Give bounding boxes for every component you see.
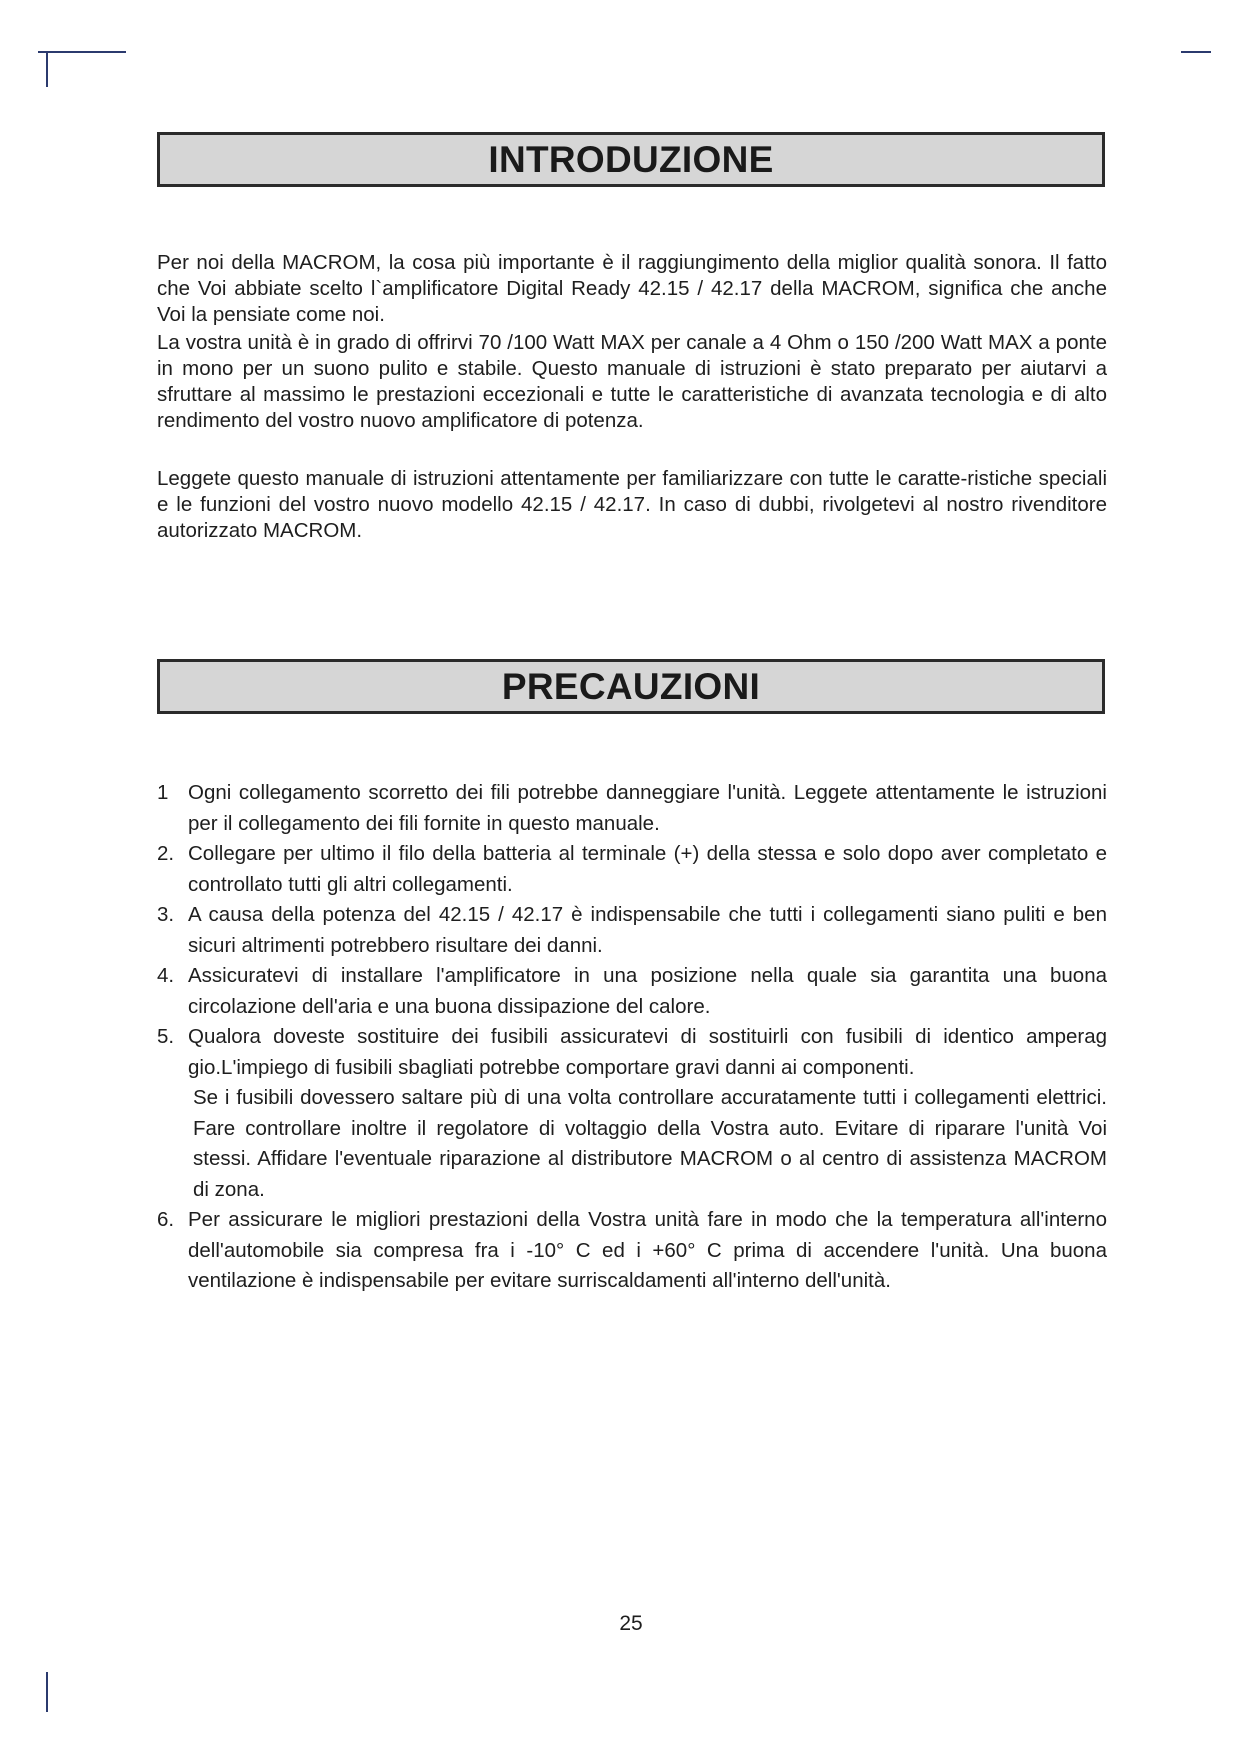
list-number: 4. [157,964,175,987]
precauzioni-heading [157,659,1105,714]
introduzione-heading-text: INTRODUZIONE [488,138,774,180]
list-item-text: Collegare per ultimo il filo della batteria al terminale (+) della stessa e solo dopo aver completato e controllato tutti gli altri collegamenti. [188,842,1107,896]
introduzione-heading [157,132,1105,187]
precauzione-item-5 [157,1022,1107,1083]
precauzione-item-1 [157,778,1107,839]
list-number: 5. [157,1025,175,1048]
intro-paragraph-1 [157,250,1107,328]
precauzione-item-6 [157,1205,1107,1297]
list-item-text: Assicuratevi di installare l'amplificatore in una posizione nella quale sia garantita una buona circolazione dell'aria e una buona dissipazione del calore. [188,964,1107,1018]
list-number: 2. [157,842,175,865]
crop-mark-bottom-left [46,1672,48,1712]
precauzione-item-3 [157,900,1107,961]
intro-paragraph-3 [157,466,1107,544]
intro-paragraph-2-text: La vostra unità è in grado di offrirvi 70 /100 Watt MAX per canale a 4 Ohm o 150 /200 Watt MAX a ponte in mono per un suono pulito e stabile. Questo manuale di istruzioni è stato preparato per aiutarvi a sfruttare al massimo le prestazioni eccezionali e tutte le caratteristiche di avanzata tecnologia e di alto rendimento del vostro nuovo amplificatore di potenza. [157,331,1107,432]
list-item-text: Qualora doveste sostituire dei fusibili assicuratevi di sostituirli con fusibili di identico amperag gio.L'impiego di fusibili sbagliati potrebbe comportare gravi danni ai componenti. [188,1025,1107,1079]
list-number: 1 [157,781,169,804]
intro-paragraph-3-text: Leggete questo manuale di istruzioni attentamente per familiarizzare con tutte le caratte-ristiche speciali e le funzioni del vostro nuovo modello 42.15 / 42.17. In caso di dubbi, rivolgetevi al nostro rivenditore autorizzato MACROM. [157,467,1107,542]
list-item-text: Ogni collegamento scorretto dei fili potrebbe danneggiare l'unità. Leggete attentamente le istruzioni per il collegamento dei fili fornite in questo manuale. [188,781,1107,835]
intro-paragraph-1-text: Per noi della MACROM, la cosa più importante è il raggiungimento della miglior qualità sonora. Il fatto che Voi abbiate scelto l`amplificatore Digital Ready 42.15 / 42.17 della MACROM, significa che anche Voi la pensiate come noi. [157,251,1107,326]
precauzione-item-5-extra: Se i fusibili dovessero saltare più di una volta controllare accuratamente tutti i collegamenti elettrici. Fare controllare inoltre il regolatore di voltaggio della Vostra auto. Evitare di riparare l'unità Voi stessi. Affidare l'eventuale riparazione al distributore MACROM o al centro di assistenza MACROM di zona. [193,1086,1107,1201]
list-item-text: Per assicurare le migliori prestazioni della Vostra unità fare in modo che la temperatura all'interno dell'automobile sia compresa fra i -10° C ed i +60° C prima di accendere l'unità. Una buona ventilazione è indispensabile per evitare surriscaldamenti all'interno dell'unità. [188,1208,1107,1292]
precauzioni-list [157,778,1107,1297]
list-number: 6. [157,1208,175,1231]
crop-mark-top-right [1181,51,1211,53]
intro-paragraph-2 [157,330,1107,434]
page-number: 25 [619,1612,643,1635]
crop-mark-top-left-vertical [46,51,48,87]
precauzione-item-4 [157,961,1107,1022]
list-item-text: A causa della potenza del 42.15 / 42.17 è indispensabile che tutti i collegamenti siano puliti e ben sicuri altrimenti potrebbero risultare dei danni. [188,903,1107,957]
list-number: 3. [157,903,175,926]
crop-mark-top-left-horizontal [38,51,126,53]
precauzioni-heading-text: PRECAUZIONI [501,665,761,707]
precauzione-item-2 [157,839,1107,900]
